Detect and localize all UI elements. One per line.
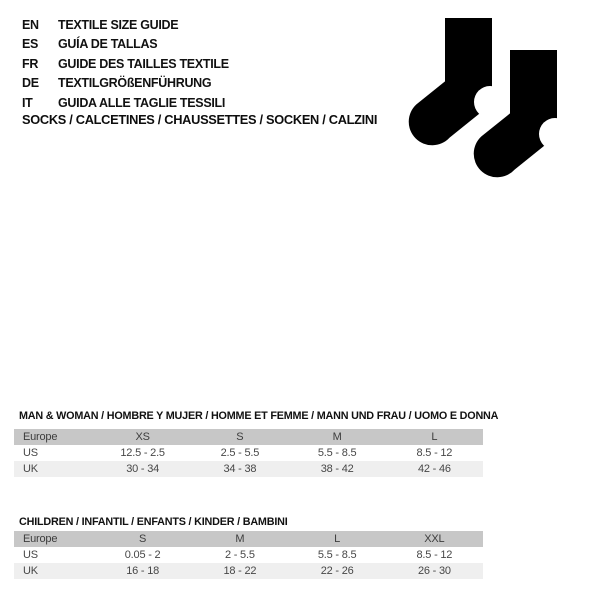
column-header-l: L [334, 533, 341, 545]
column-header-xxl: XXL [424, 533, 445, 545]
size-value: 8.5 - 12 [416, 447, 453, 459]
size-value: 16 - 18 [126, 565, 160, 577]
row-label: US [23, 549, 38, 561]
children-table-title: CHILDREN / INFANTIL / ENFANTS / KINDER / BAMBINI [19, 516, 288, 528]
language-label: GUÍA DE TALLAS [58, 37, 158, 52]
row-label: US [23, 447, 38, 459]
language-code: DE [22, 76, 39, 91]
column-header-xs: XS [135, 431, 150, 443]
language-label: GUIDA ALLE TAGLIE TESSILI [58, 95, 226, 110]
language-row-es [22, 35, 229, 55]
size-value: 2 - 5.5 [224, 549, 255, 561]
size-value: 12.5 - 2.5 [120, 447, 165, 459]
column-header-s: S [139, 533, 147, 545]
language-code: IT [22, 95, 33, 110]
size-value: 18 - 22 [223, 565, 257, 577]
column-header-europe: Europe [23, 431, 58, 443]
language-label: TEXTILE SIZE GUIDE [58, 17, 179, 32]
size-value: 5.5 - 8.5 [317, 447, 357, 459]
adults-table-header-row [14, 429, 483, 445]
size-value: 22 - 26 [320, 565, 354, 577]
column-header-m: M [332, 431, 342, 443]
language-list [22, 15, 229, 113]
row-label: UK [23, 565, 38, 577]
size-value: 30 - 34 [126, 463, 160, 475]
language-row-de [22, 74, 229, 94]
children-size-table [14, 531, 483, 579]
row-label: UK [23, 463, 38, 475]
language-code: FR [22, 56, 39, 71]
language-code: ES [22, 37, 39, 52]
adults-table-title: MAN & WOMAN / HOMBRE Y MUJER / HOMME ET FEMME / MANN UND FRAU / UOMO E DONNA [19, 410, 499, 422]
size-value: 8.5 - 12 [416, 549, 453, 561]
socks-icon [395, 10, 580, 182]
language-row-it [22, 93, 229, 113]
column-header-m: M [235, 533, 245, 545]
language-code: EN [22, 17, 39, 32]
language-label: TEXTILGRÖßENFÜHRUNG [58, 76, 212, 91]
category-title: SOCKS / CALCETINES / CHAUSSETTES / SOCKEN / CALZINI [22, 112, 378, 127]
size-value: 2.5 - 5.5 [220, 447, 260, 459]
language-label: GUIDE DES TAILLES TEXTILE [58, 56, 229, 71]
column-header-europe: Europe [23, 533, 58, 545]
size-value: 0.05 - 2 [124, 549, 161, 561]
language-row-en [22, 15, 229, 35]
language-row-fr [22, 54, 229, 74]
table-row-uk [14, 461, 483, 477]
table-row-uk [14, 563, 483, 579]
adults-size-table [14, 429, 483, 477]
size-value: 38 - 42 [320, 463, 354, 475]
children-table-header-row [14, 531, 483, 547]
table-row-us [14, 445, 483, 461]
size-value: 42 - 46 [417, 463, 451, 475]
size-value: 26 - 30 [417, 565, 451, 577]
socks-icon-svg [395, 10, 580, 182]
size-value: 34 - 38 [223, 463, 257, 475]
table-row-us [14, 547, 483, 563]
size-value: 5.5 - 8.5 [317, 549, 357, 561]
column-header-l: L [431, 431, 438, 443]
column-header-s: S [236, 431, 244, 443]
